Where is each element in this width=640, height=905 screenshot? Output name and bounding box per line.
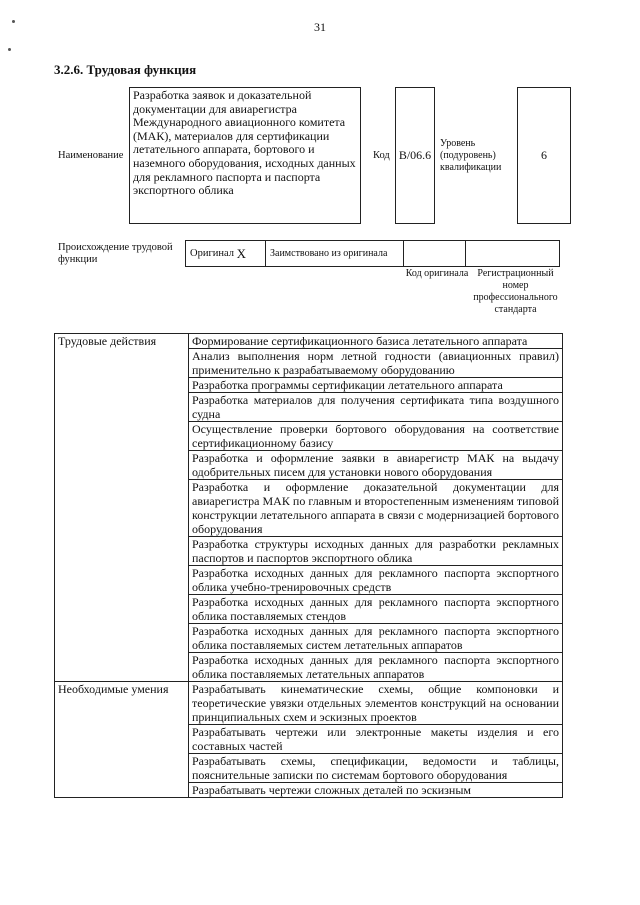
code-value: B/06.6 (398, 148, 432, 162)
origin-original-mark: X (236, 245, 247, 261)
table-cell: Разрабатывать чертежи сложных деталей по эскизным (189, 783, 563, 798)
table-cell: Разрабатывать схемы, спецификации, ведомости и таблицы, пояснительные записки по системам бортового оборудования (189, 754, 563, 783)
table-cell: Разработка и оформление заявки в авиарегистр МАК на выдачу одобрительных писем для установки нового оборудования (189, 451, 563, 480)
scan-speck (12, 20, 15, 23)
table-cell: Разработка и оформление доказательной документации для авиарегистра МАК по главным и второстепенным изменениям типовой конструкции летательного аппарата в связи с модернизацией бортового оборудования (189, 480, 563, 537)
origin-original-text: Оригинал (190, 248, 234, 259)
origin-borrowed-cell (265, 240, 404, 267)
origin-reg-caption: Регистрационный номер профессионального стандарта (473, 268, 558, 315)
code-label: Код (373, 150, 390, 161)
function-name-box: Разработка заявок и доказательной документации для авиарегистра Международного авиационного комитета (МАК), материалов для сертификации летательного аппарата, бортового и наземного оборудования, исходных данных для рекламного паспорта и паспорта экспортного облика (129, 87, 361, 224)
section-label: Трудовые действия (55, 334, 189, 682)
level-label: Уровень (подуровень) квалификации (440, 138, 502, 173)
table-cell: Разработка материалов для получения сертификата типа воздушного судна (189, 393, 563, 422)
table-cell: Осуществление проверки бортового оборудования на соответствие сертификационному базису (189, 422, 563, 451)
table-cell: Разработка исходных данных для рекламного паспорта экспортного облика поставляемых систем летательных аппаратов (189, 624, 563, 653)
table-cell: Разработка исходных данных для рекламного паспорта экспортного облика поставляемых стендов (189, 595, 563, 624)
origin-reg-cell (465, 240, 560, 267)
origin-borrowed-text: Заимствовано из оригинала (270, 248, 388, 259)
origin-table (186, 240, 562, 267)
page-number: 31 (314, 20, 326, 34)
table-cell: Разрабатывать чертежи или электронные макеты изделия и его составных частей (189, 725, 563, 754)
section-label: Необходимые умения (55, 682, 189, 798)
scan-speck (8, 48, 11, 51)
section-title: 3.2.6. Трудовая функция (54, 62, 197, 77)
table-cell: Разработка исходных данных для рекламного паспорта экспортного облика поставляемых летательных аппаратов (189, 653, 563, 682)
origin-code-caption: Код оригинала (405, 268, 469, 279)
table-cell: Разработка исходных данных для рекламного паспорта экспортного облика учебно-тренировочных средств (189, 566, 563, 595)
table-cell: Разрабатывать кинематические схемы, общие компоновки и теоретические увязки отдельных элементов конструкций на основании принципиальных схем и эскизных проектов (189, 682, 563, 725)
table-cell: Анализ выполнения норм летной годности (авиационных правил) применительно к разрабатываемому оборудованию (189, 349, 563, 378)
name-label: Наименование (58, 150, 124, 161)
origin-label: Происхождение трудовой функции (58, 242, 173, 265)
table-cell: Формирование сертификационного базиса летательного аппарата (189, 334, 563, 349)
table-cell: Разработка программы сертификации летательного аппарата (189, 378, 563, 393)
labor-table (54, 333, 563, 798)
table-row (55, 334, 563, 349)
table-cell: Разработка структуры исходных данных для разработки рекламных паспортов и паспортов экспортного облика (189, 537, 563, 566)
table-row (55, 682, 563, 725)
origin-original-cell (185, 240, 266, 267)
level-value-box (517, 87, 571, 224)
level-value: 6 (541, 148, 547, 162)
origin-code-cell (403, 240, 466, 267)
code-value-box (395, 87, 435, 224)
